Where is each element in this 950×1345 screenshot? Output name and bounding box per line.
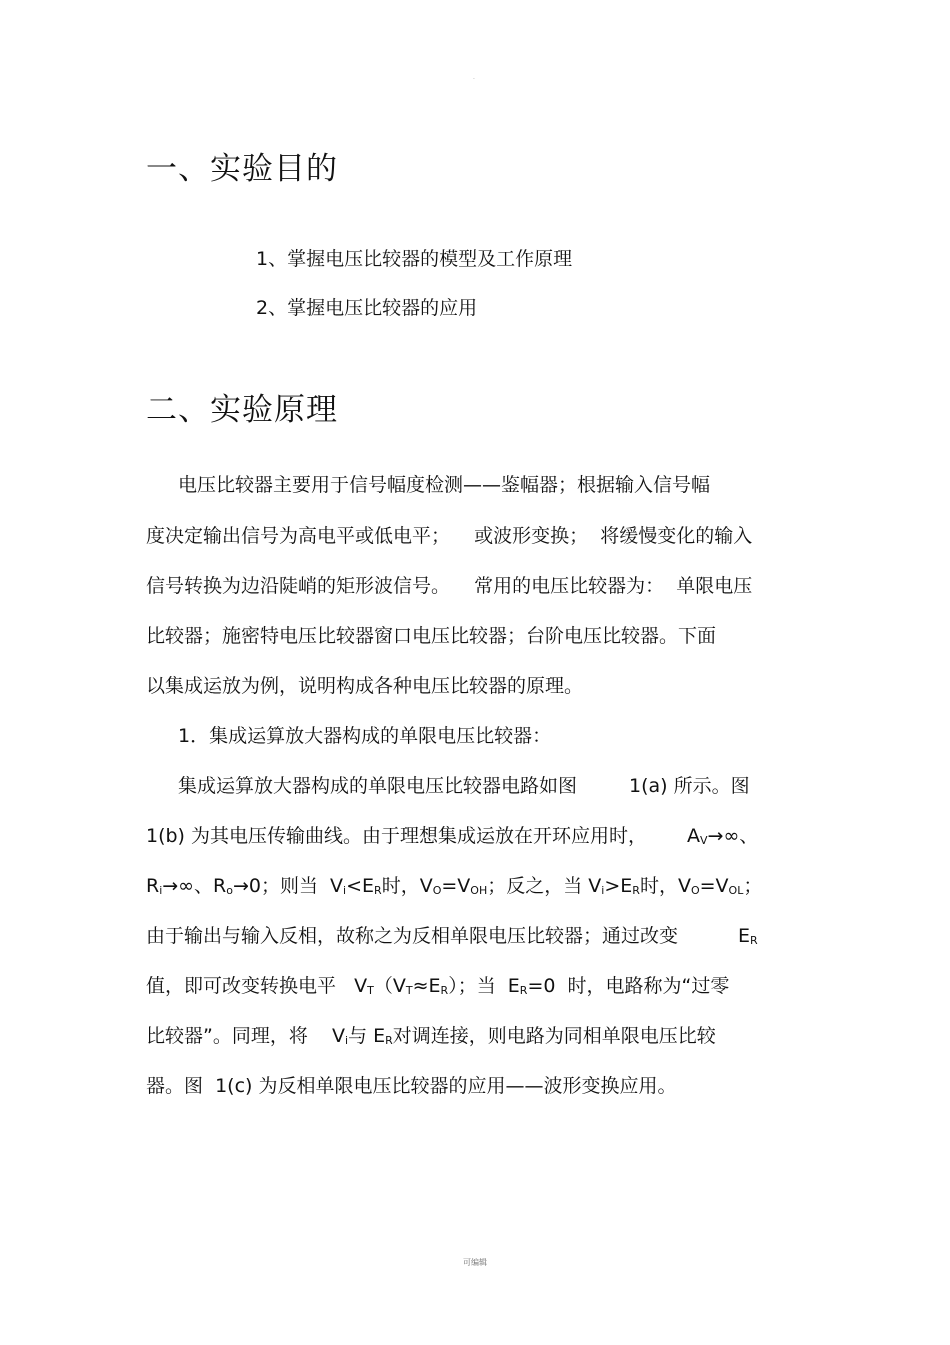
subscript: O: [690, 884, 700, 897]
text-segment: 与 E: [348, 1025, 386, 1047]
text-segment: <E: [346, 875, 375, 897]
paragraph-line: [146, 974, 729, 1003]
subscript: T: [405, 984, 413, 997]
subscript: V: [700, 834, 708, 847]
text-segment: 值，即可改变转换电平 V: [146, 975, 368, 997]
paragraph-line: 信号转换为边沿陡峭的矩形波信号。 常用的电压比较器为： 单限电压: [146, 575, 753, 597]
text-segment: 比较器”。同理，将 V: [146, 1025, 345, 1047]
text-segment: 1(b) 为其电压传输曲线。由于理想集成运放在开环应用时，: [146, 825, 648, 847]
subscript: i: [343, 884, 347, 897]
paragraph-line: 以集成运放为例，说明构成各种电压比较器的原理。: [146, 675, 584, 697]
subscript: R: [519, 984, 528, 997]
text-segment: >E: [604, 875, 633, 897]
text-segment: =V: [699, 875, 729, 897]
subscript: R: [632, 884, 640, 897]
paragraph-line: [178, 774, 750, 798]
text-segment: 时，V: [381, 875, 433, 897]
header-dot: .: [473, 74, 475, 81]
text-segment: 对调连接，则电路为同相单限电压比较: [392, 1025, 716, 1047]
text-segment: →∞、: [707, 825, 759, 847]
paragraph-line: [146, 874, 762, 903]
subscript: T: [367, 984, 374, 997]
figure-reference: 1(a) 所示。图: [629, 775, 750, 797]
objective-item-1: 1、掌握电压比较器的模型及工作原理: [256, 248, 573, 270]
subscript: R: [440, 984, 449, 997]
text-segment: →0；则当 V: [232, 875, 344, 897]
paragraph-line: 度决定输出信号为高电平或低电平； 或波形变换； 将缓慢变化的输入: [146, 525, 753, 547]
paragraph-line: 比较器；施密特电压比较器窗口电压比较器；台阶电压比较器。下面: [146, 625, 717, 647]
subscript: O: [432, 884, 442, 897]
paragraph-line: 器。图 1(c) 为反相单限电压比较器的应用——波形变换应用。: [146, 1075, 677, 1097]
subsection-heading: 1．集成运算放大器构成的单限电压比较器：: [178, 725, 552, 747]
symbol: A: [687, 825, 701, 847]
footer-label: 可编辑: [463, 1258, 487, 1267]
subscript: R: [374, 884, 382, 897]
text-segment: =V: [441, 875, 471, 897]
subscript: R: [750, 934, 758, 947]
text-segment: 由于输出与输入反相，故称之为反相单限电压比较器；通过改变: [146, 925, 679, 947]
text-segment: 时，V: [639, 875, 691, 897]
text-segment: ≈E: [412, 975, 441, 997]
subscript: OH: [470, 884, 488, 897]
section-heading-objectives: 一、实验目的: [146, 151, 338, 187]
text-segment: ；: [743, 875, 763, 897]
paragraph-line: [146, 824, 758, 853]
symbol: E: [738, 925, 751, 947]
paragraph-line: [146, 1024, 716, 1053]
text-segment: （V: [373, 975, 406, 997]
text-segment: ；反之，当 V: [487, 875, 602, 897]
section-heading-principle: 二、实验原理: [146, 392, 338, 428]
subscript: i: [601, 884, 605, 897]
subscript: i: [345, 1034, 349, 1047]
text-segment: 集成运算放大器构成的单限电压比较器电路如图: [178, 775, 578, 797]
paragraph-line: [146, 924, 758, 953]
objective-item-2: 2、掌握电压比较器的应用: [256, 297, 478, 319]
subscript: o: [226, 884, 233, 897]
subscript: R: [385, 1034, 393, 1047]
subscript: i: [159, 884, 163, 897]
paragraph-line: 电压比较器主要用于信号幅度检测——鉴幅器；根据输入信号幅: [178, 474, 711, 496]
symbol: R: [146, 875, 160, 897]
subscript: OL: [728, 884, 744, 897]
text-segment: =0 时，电路称为“过零: [527, 975, 730, 997]
text-segment: →∞、R: [162, 875, 227, 897]
text-segment: ）；当 E: [448, 975, 520, 997]
